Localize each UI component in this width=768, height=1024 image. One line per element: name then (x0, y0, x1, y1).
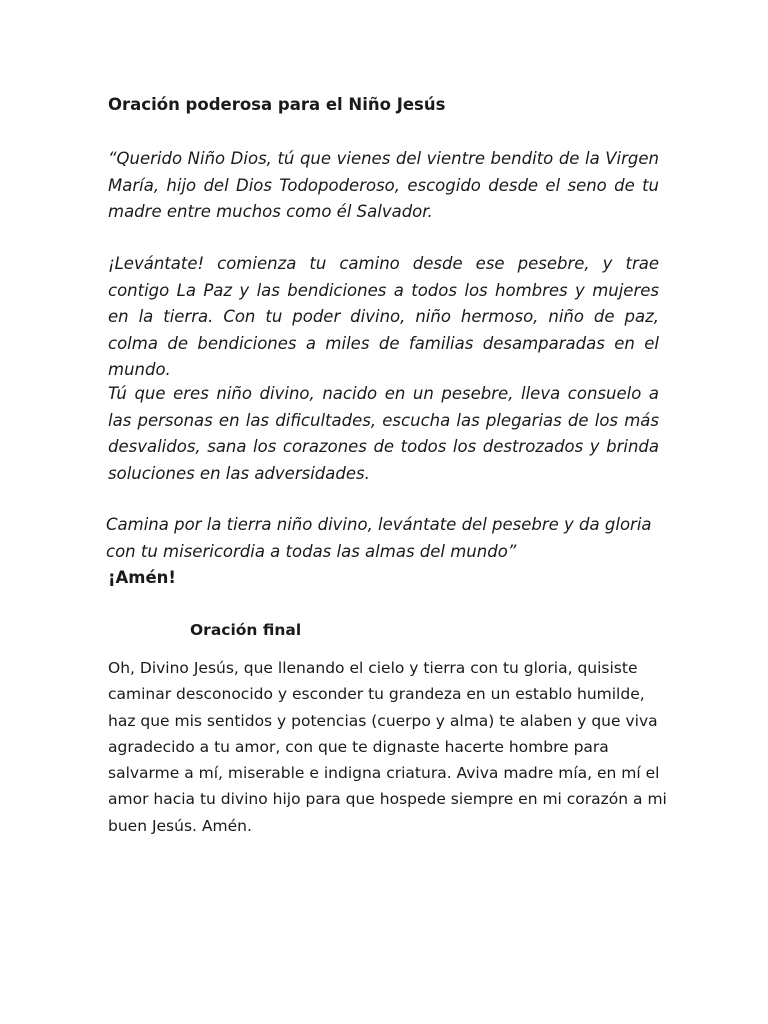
amen-text: ¡Amén! (108, 568, 176, 587)
final-prayer-body: Oh, Divino Jesús, que llenando el cielo y tierra con tu gloria, quisiste caminar desconocido y esconder tu grandeza en un establo humilde, haz que mis sentidos y potencias (cuerpo y alma) te alaben y que viva agradecido a tu amor, con que te dignaste hacerte hombre para salvarme a mí, miserable e indigna criatura. Aviva madre mía, en mí el amor hacia tu divino hijo para que hospede siempre en mi corazón a mi buen Jesús. Amén. (108, 659, 667, 835)
prayer-paragraph-4: Camina por la tierra niño divino, levántate del pesebre y da gloria con tu misericordia a todas las almas del mundo” (106, 515, 652, 561)
prayer-paragraph-2: ¡Levántate! comienza tu camino desde ese pesebre, y trae contigo La Paz y las bendiciones a todos los hombres y mujeres en la tierra. Con tu poder divino, niño hermoso, niño de paz, colma de bendiciones a miles de familias desamparadas en el mundo. (108, 254, 659, 379)
prayer-paragraph-1: “Querido Niño Dios, tú que vienes del vientre bendito de la Virgen María, hijo del Dios Todopoderoso, escogido desde el seno de tu madre entre muchos como él Salvador. (108, 149, 659, 221)
page-title: Oración poderosa para el Niño Jesús (108, 95, 446, 114)
prayer-paragraph-3: Tú que eres niño divino, nacido en un pesebre, lleva consuelo a las personas en las dificultades, escucha las plegarias de los más desvalidos, sana los corazones de todos los destrozados y brinda soluciones en las adversidades. (108, 384, 659, 483)
final-prayer-title: Oración final (190, 621, 302, 639)
